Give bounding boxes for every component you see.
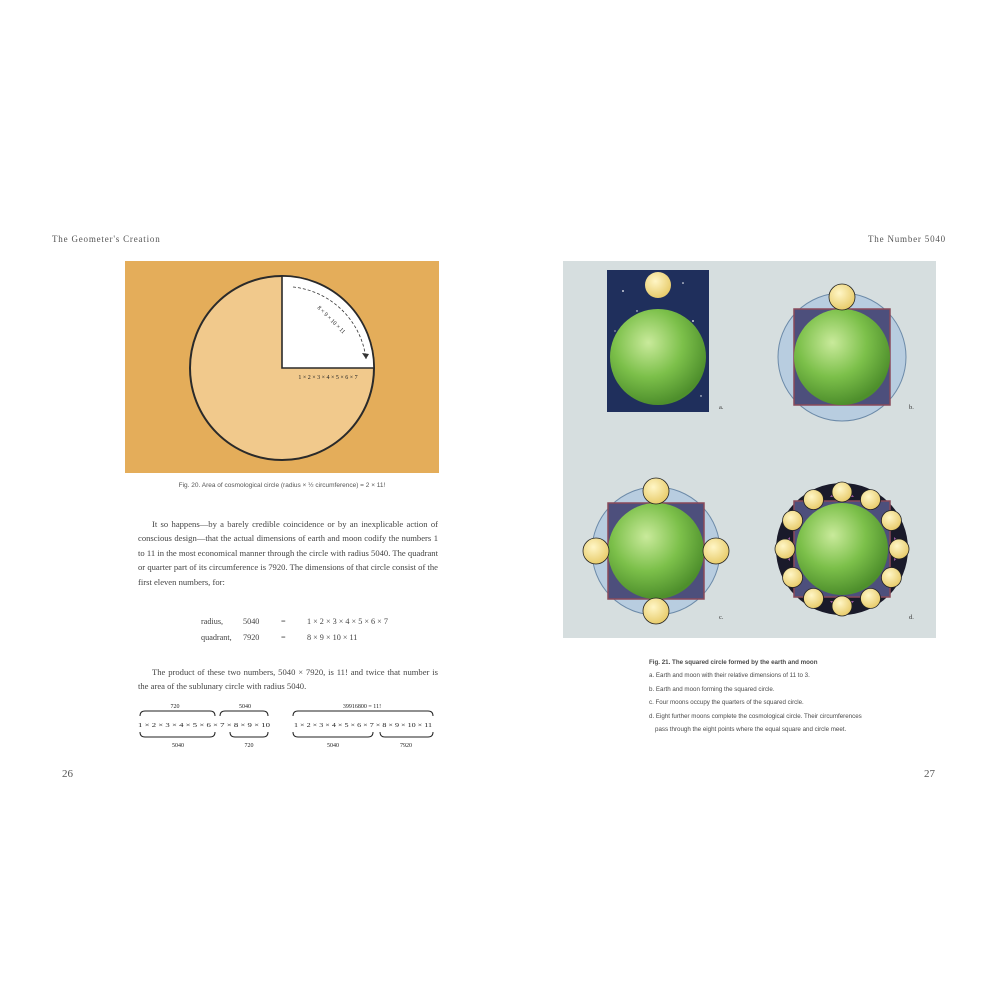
right-page-number: 27 <box>924 768 935 780</box>
figure-21-drawing <box>563 261 936 638</box>
moon <box>645 272 671 298</box>
panel-b <box>778 284 914 421</box>
figure-21-caption-head: Fig. 21. The squared circle formed by the earth and moon <box>649 659 818 666</box>
top-brace-right <box>293 711 433 716</box>
bottom-brace-right-a <box>293 732 373 737</box>
ring-moon <box>881 568 901 588</box>
factorial-bracket-diagram <box>130 700 440 752</box>
figure-21-caption-item: b. Earth and moon forming the squared circle. <box>649 685 775 693</box>
bracket-bottom-7920: 7920 <box>400 743 412 749</box>
earth <box>610 309 706 405</box>
bracket-bottom-5040: 5040 <box>172 743 184 749</box>
panel-c <box>583 478 729 624</box>
ring-moon <box>832 482 852 502</box>
ring-moon <box>889 539 909 559</box>
ring-moon <box>775 539 795 559</box>
equation-label: radius, <box>201 617 224 626</box>
figure-21-caption-item: d. Eight further moons complete the cosmological circle. Their circumferences <box>649 712 862 720</box>
radius-label: 1 × 2 × 3 × 4 × 5 × 6 × 7 <box>298 375 358 381</box>
body-paragraph-2: The product of these two numbers, 5040 × 7920, is 11! and twice that number is the area of the sublunary circle with radius 5040. <box>138 667 438 692</box>
figure-21-caption-item: a. Earth and moon with their relative dimensions of 11 to 3. <box>649 672 810 680</box>
bracket-top-5040: 5040 <box>239 704 251 710</box>
figure-21-caption-item: pass through the eight points where the equal square and circle meet. <box>655 726 847 734</box>
left-page-number: 26 <box>62 768 73 780</box>
ring-moon <box>804 588 824 608</box>
ring-moon <box>861 588 881 608</box>
figure-21-caption-item: c. Four moons occupy the quarters of the squared circle. <box>649 699 804 707</box>
figure-21-plate <box>563 261 936 638</box>
right-running-head: The Number 5040 <box>868 234 946 244</box>
body-paragraph-1: It so happens—by a barely credible coincidence or by an inexplicable action of conscious design—that the actual dimensions of earth and moon codify the numbers 1 to 11 in the most economical manner through the circle with radius 5040. The quadrant or quarter part of its circumference is 7920. The dimensions of that circle consist of the first eleven numbers, for: <box>138 519 438 587</box>
equation-radius <box>201 617 388 626</box>
bracket-top-720: 720 <box>170 704 180 710</box>
ring-moon <box>804 490 824 510</box>
top-brace-left-a <box>140 711 215 716</box>
figure-20-caption: Fig. 20. Area of cosmological circle (radius × ½ circumference) = 2 × 11! <box>178 482 386 489</box>
panel-d <box>775 482 914 621</box>
bracket-bottom-720: 720 <box>244 743 254 749</box>
equation-value: 7920 <box>243 633 260 642</box>
bottom-brace-left-b <box>230 732 268 737</box>
panel-label-a: a. <box>719 404 724 411</box>
figure-20-drawing <box>125 261 439 473</box>
moon <box>829 284 855 310</box>
moon-top <box>643 478 669 504</box>
earth <box>608 503 704 599</box>
bottom-brace-right-b <box>380 732 433 737</box>
figure-21-caption <box>649 656 889 736</box>
moon-right <box>703 538 729 564</box>
bracket-bottom-5040-right: 5040 <box>327 743 339 749</box>
left-running-head: The Geometer's Creation <box>52 234 161 244</box>
quadrant-sector <box>282 276 374 368</box>
equation-equals: = <box>281 617 286 626</box>
factorial-row-right: 1 × 2 × 3 × 4 × 5 × 6 × 7 × 8 × 9 × 10 × 11 <box>294 723 432 729</box>
ring-moon <box>861 490 881 510</box>
equation-label: quadrant, <box>201 633 232 642</box>
equation-value: 5040 <box>243 617 260 626</box>
bottom-brace-left-a <box>140 732 215 737</box>
ring-moon <box>881 511 901 531</box>
ring-moon <box>832 596 852 616</box>
figure-20-cosmological-circle <box>125 261 439 473</box>
moon-left <box>583 538 609 564</box>
bracket-top-11-factorial: 39916800 = 11! <box>342 704 382 710</box>
panel-a <box>607 270 724 412</box>
ring-moon <box>783 511 803 531</box>
equation-quadrant <box>201 633 357 642</box>
earth <box>794 309 890 405</box>
panel-label-d: d. <box>909 614 914 621</box>
equation-equals: = <box>281 633 286 642</box>
moon-bottom <box>643 598 669 624</box>
panel-label-c: c. <box>719 614 724 621</box>
equation-expression: 1 × 2 × 3 × 4 × 5 × 6 × 7 <box>307 617 388 626</box>
arc-label: 8 × 9 × 10 × 11 <box>315 305 346 336</box>
equation-expression: 8 × 9 × 10 × 11 <box>307 633 358 642</box>
earth <box>796 503 888 595</box>
ring-moon <box>783 568 803 588</box>
top-brace-left-b <box>220 711 268 716</box>
panel-label-b: b. <box>909 404 914 411</box>
factorial-row-left: 1 × 2 × 3 × 4 × 5 × 6 × 7 × 8 × 9 × 10 <box>138 723 270 729</box>
